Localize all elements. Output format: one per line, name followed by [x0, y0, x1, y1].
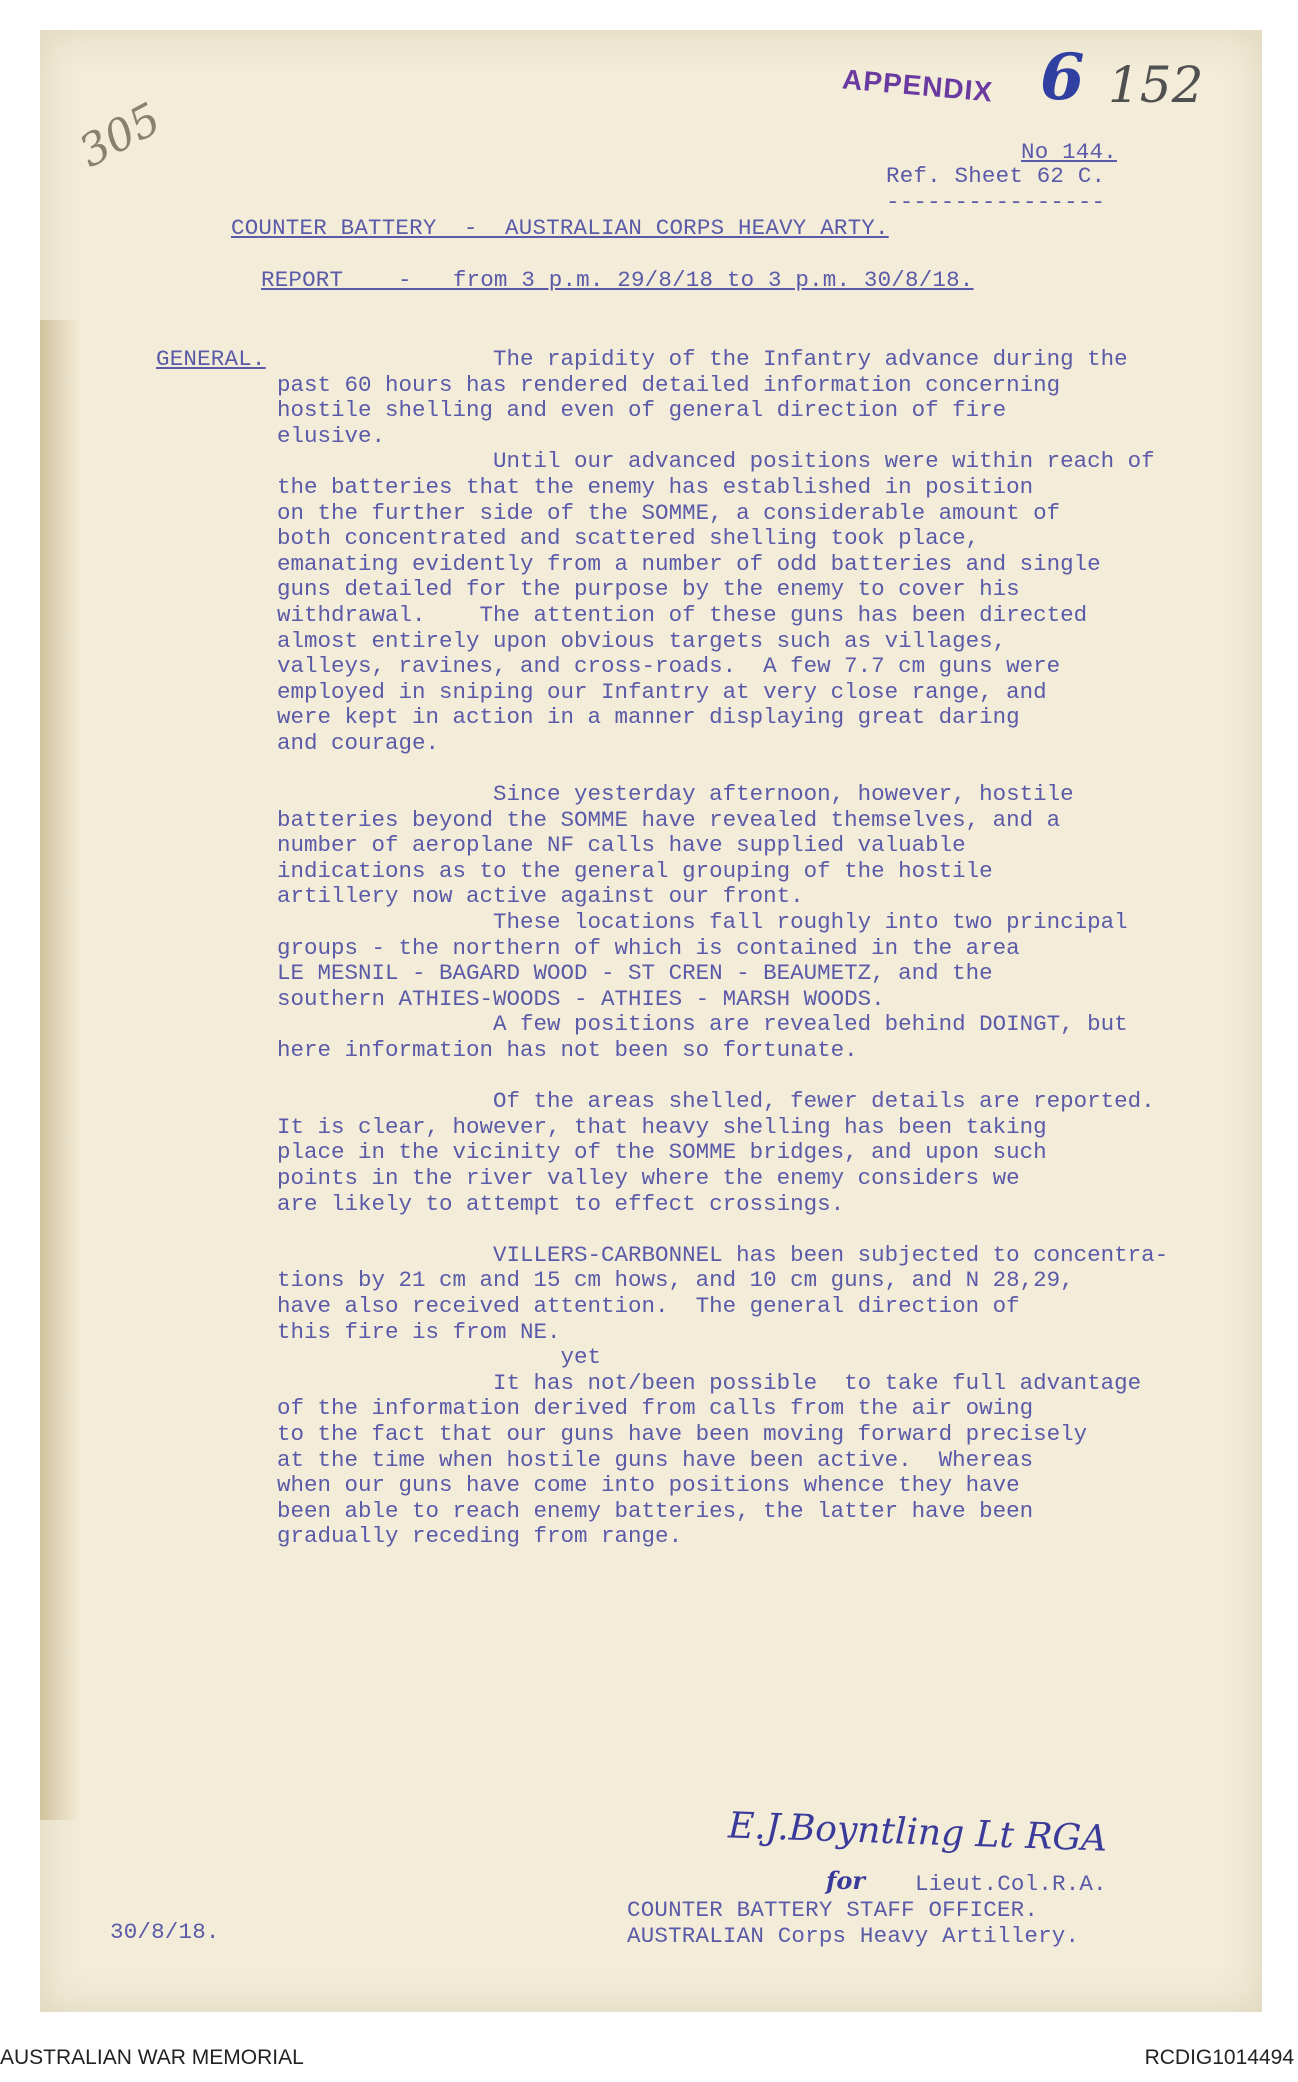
- body-line: groups - the northern of which is contained in the area: [277, 934, 1020, 961]
- body-line: Of the areas shelled, fewer details are reported.: [277, 1088, 1155, 1115]
- body-line: Until our advanced positions were within reach of: [277, 448, 1155, 475]
- folio-number: 152: [1108, 56, 1204, 114]
- footer-id: RCDIG1014494: [1144, 2046, 1294, 2069]
- body-line: withdrawal. The attention of these guns has been directed: [277, 601, 1088, 628]
- document-title: COUNTER BATTERY - AUSTRALIAN CORPS HEAVY ARTY.: [231, 215, 889, 241]
- signatory-rank: Lieut.Col.R.A.: [915, 1871, 1107, 1897]
- body-line: indications as to the general grouping of the hostile: [277, 857, 993, 884]
- margin-note: 305: [70, 93, 170, 178]
- handwritten-signature: E.J.Boyntling Lt RGA: [727, 1805, 1108, 1860]
- body-line: been able to reach enemy batteries, the latter have been: [277, 1497, 1034, 1524]
- section-label: GENERAL.: [156, 346, 266, 372]
- body-line: on the further side of the SOMME, a considerable amount of: [277, 499, 1061, 526]
- body-line: have also received attention. The general direction of: [277, 1292, 1020, 1319]
- body-line: artillery now active against our front.: [277, 883, 804, 910]
- body-line: The rapidity of the Infantry advance during the: [277, 346, 1128, 372]
- body-line: the batteries that the enemy has established in position: [277, 473, 1034, 500]
- ref-number: No 144.: [1021, 139, 1117, 165]
- signature-for-note: for: [826, 1866, 865, 1895]
- body-line: [277, 757, 1207, 783]
- body-line: when our guns have come into positions whence they have: [277, 1472, 1020, 1499]
- body-line: LE MESNIL - BAGARD WOOD - ST CREN - BEAUMETZ, and the: [277, 960, 993, 987]
- body-line: employed in sniping our Infantry at very close range, and: [277, 678, 1047, 705]
- appendix-stamp: APPENDIX: [840, 63, 995, 108]
- body-line: of the information derived from calls from the air owing: [277, 1395, 1034, 1422]
- body-line: valleys, ravines, and cross-roads. A few 7.7 cm guns were: [277, 653, 1061, 680]
- footer-archive: AUSTRALIAN WAR MEMORIAL: [0, 2046, 304, 2069]
- body-line: emanating evidently from a number of odd batteries and single: [277, 550, 1101, 577]
- body-line: yet: [277, 1344, 602, 1371]
- body-line: VILLERS-CARBONNEL has been subjected to concentra-: [277, 1241, 1169, 1268]
- body-line: elusive.: [277, 422, 386, 449]
- body-line: southern ATHIES-WOODS - ATHIES - MARSH WOODS.: [277, 985, 885, 1012]
- body-line: past 60 hours has rendered detailed information concerning: [277, 371, 1061, 398]
- body-line: to the fact that our guns have been moving forward precisely: [277, 1420, 1088, 1447]
- body-line: number of aeroplane NF calls have supplied valuable: [277, 832, 966, 859]
- body-line: Since yesterday afternoon, however, hostile: [277, 781, 1074, 808]
- body-line: [277, 1064, 1207, 1090]
- body-line: are likely to attempt to effect crossings.: [277, 1190, 845, 1217]
- body-line: These locations fall roughly into two principal: [277, 909, 1128, 936]
- body-line: [277, 1217, 1207, 1243]
- body-line: here information has not been so fortunate.: [277, 1037, 858, 1064]
- paper-edge-stain: [40, 320, 80, 1820]
- body-line: points in the river valley where the enemy considers we: [277, 1165, 1020, 1191]
- signatory-title-1: COUNTER BATTERY STAFF OFFICER.: [627, 1897, 1039, 1923]
- body-line: gradually receding from range.: [277, 1523, 683, 1550]
- body-line: this fire is from NE.: [277, 1318, 561, 1345]
- body-line: It has not/been possible to take full advantage: [277, 1369, 1142, 1396]
- body-line: were kept in action in a manner displaying great daring: [277, 704, 1020, 731]
- ref-sheet: Ref. Sheet 62 C.: [886, 163, 1106, 189]
- report-body: [277, 347, 1207, 1550]
- body-line: It is clear, however, that heavy shelling has been taking: [277, 1113, 1047, 1140]
- body-line: hostile shelling and even of general direction of fire: [277, 397, 1007, 424]
- body-line: tions by 21 cm and 15 cm hows, and 10 cm guns, and N 28,29,: [277, 1267, 1074, 1294]
- body-line: guns detailed for the purpose by the enemy to cover his: [277, 576, 1020, 603]
- body-line: and courage.: [277, 729, 440, 756]
- body-line: both concentrated and scattered shelling took place,: [277, 525, 980, 552]
- ref-rule: ----------------: [886, 189, 1106, 215]
- signatory-title-2: AUSTRALIAN Corps Heavy Artillery.: [627, 1923, 1080, 1949]
- appendix-number: 6: [1040, 40, 1085, 115]
- body-line: at the time when hostile guns have been active. Whereas: [277, 1446, 1034, 1473]
- document-date: 30/8/18.: [110, 1919, 220, 1945]
- body-line: batteries beyond the SOMME have revealed themselves, and a: [277, 806, 1061, 833]
- report-period: REPORT - from 3 p.m. 29/8/18 to 3 p.m. 30/8/18.: [261, 267, 974, 293]
- body-line: A few positions are revealed behind DOINGT, but: [277, 1011, 1128, 1038]
- body-line: place in the vicinity of the SOMME bridges, and upon such: [277, 1139, 1047, 1166]
- body-line: almost entirely upon obvious targets such as villages,: [277, 627, 1007, 654]
